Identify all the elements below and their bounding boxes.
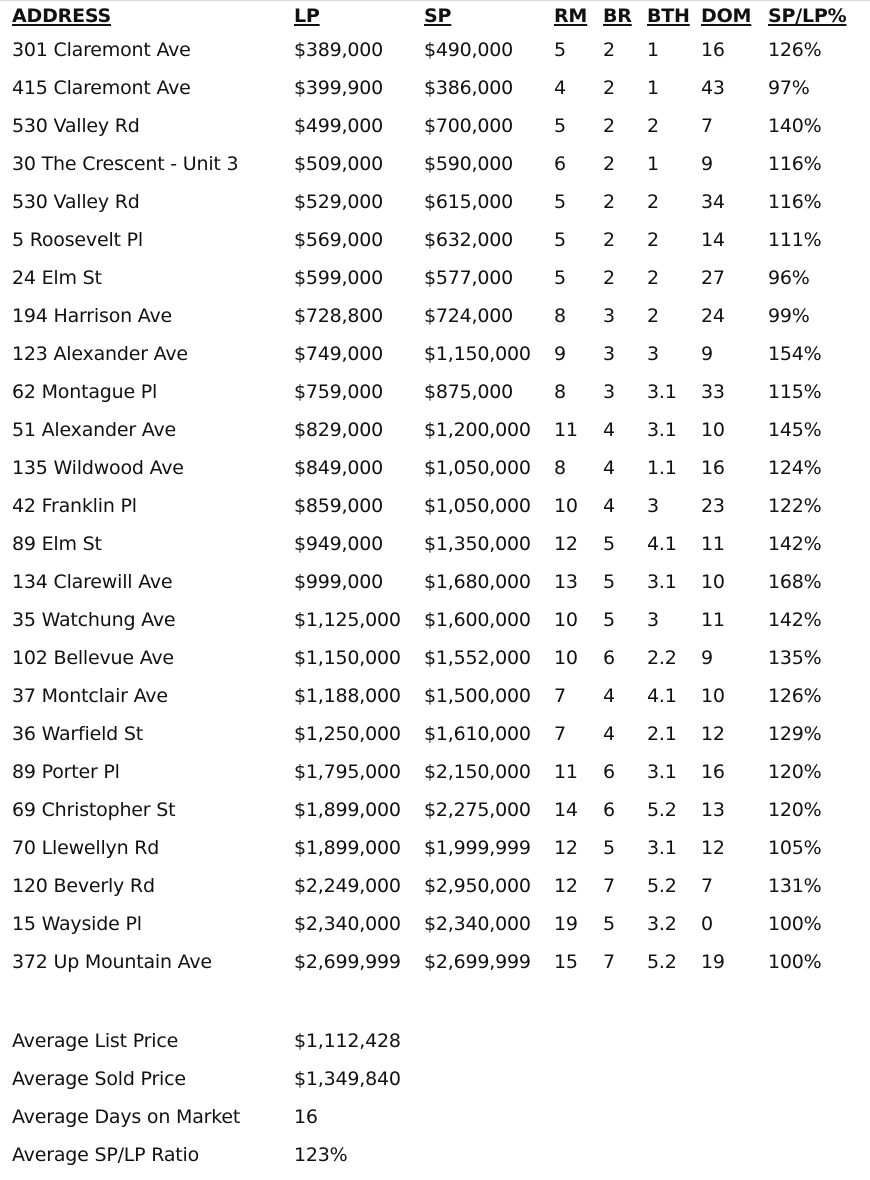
header-rooms: RM: [554, 5, 588, 27]
cell-list-price: $389,000: [294, 39, 384, 61]
cell-days-on-market: 24: [701, 305, 725, 327]
cell-sold-price: $1,680,000: [424, 571, 531, 593]
summary-label: Average List Price: [12, 1030, 179, 1052]
cell-days-on-market: 0: [701, 913, 713, 935]
cell-bathrooms: 5.2: [647, 875, 677, 897]
table-row: [12, 487, 858, 525]
cell-address: 89 Porter Pl: [12, 761, 120, 783]
cell-list-price: $2,340,000: [294, 913, 401, 935]
cell-rooms: 5: [554, 191, 566, 213]
cell-list-price: $728,800: [294, 305, 384, 327]
cell-days-on-market: 34: [701, 191, 725, 213]
cell-list-price: $1,125,000: [294, 609, 401, 631]
cell-sp-lp-ratio: 168%: [768, 571, 822, 593]
cell-sp-lp-ratio: 142%: [768, 533, 822, 555]
table-row: [12, 791, 858, 829]
cell-bathrooms: 3.1: [647, 381, 677, 403]
summary-value: 123%: [294, 1144, 348, 1166]
cell-days-on-market: 19: [701, 951, 725, 973]
cell-days-on-market: 7: [701, 875, 713, 897]
cell-bathrooms: 3: [647, 609, 659, 631]
cell-bathrooms: 3.1: [647, 761, 677, 783]
cell-bathrooms: 3.1: [647, 571, 677, 593]
cell-address: 372 Up Mountain Ave: [12, 951, 212, 973]
cell-list-price: $1,899,000: [294, 837, 401, 859]
cell-days-on-market: 14: [701, 229, 725, 251]
cell-list-price: $599,000: [294, 267, 384, 289]
summary-label: Average Days on Market: [12, 1106, 241, 1128]
cell-sold-price: $1,600,000: [424, 609, 531, 631]
cell-days-on-market: 9: [701, 153, 713, 175]
cell-sold-price: $1,150,000: [424, 343, 531, 365]
cell-bathrooms: 1: [647, 153, 659, 175]
cell-address: 70 Llewellyn Rd: [12, 837, 160, 859]
cell-address: 530 Valley Rd: [12, 191, 140, 213]
cell-sold-price: $1,350,000: [424, 533, 531, 555]
cell-list-price: $859,000: [294, 495, 384, 517]
cell-list-price: $829,000: [294, 419, 384, 441]
cell-sp-lp-ratio: 120%: [768, 761, 822, 783]
table-row: [12, 145, 858, 183]
cell-rooms: 12: [554, 533, 578, 555]
summary-table-body: [12, 1022, 494, 1174]
cell-address: 123 Alexander Ave: [12, 343, 188, 365]
cell-sp-lp-ratio: 115%: [768, 381, 822, 403]
cell-bathrooms: 2: [647, 267, 659, 289]
summary-value: $1,112,428: [294, 1030, 401, 1052]
cell-sold-price: $1,552,000: [424, 647, 531, 669]
cell-list-price: $749,000: [294, 343, 384, 365]
cell-days-on-market: 23: [701, 495, 725, 517]
cell-sp-lp-ratio: 100%: [768, 951, 822, 973]
cell-rooms: 6: [554, 153, 566, 175]
header-bedrooms: BR: [603, 5, 632, 27]
cell-list-price: $1,795,000: [294, 761, 401, 783]
cell-rooms: 19: [554, 913, 578, 935]
cell-bedrooms: 7: [603, 951, 615, 973]
table-row: [12, 335, 858, 373]
cell-address: 120 Beverly Rd: [12, 875, 155, 897]
cell-bedrooms: 2: [603, 229, 615, 251]
cell-list-price: $529,000: [294, 191, 384, 213]
cell-bathrooms: 3: [647, 495, 659, 517]
cell-bathrooms: 3.1: [647, 419, 677, 441]
summary-value: 16: [294, 1106, 318, 1128]
cell-rooms: 5: [554, 229, 566, 251]
summary-row: [12, 1136, 494, 1174]
cell-rooms: 14: [554, 799, 578, 821]
cell-days-on-market: 16: [701, 39, 725, 61]
cell-days-on-market: 10: [701, 419, 725, 441]
summary-row: [12, 1022, 494, 1060]
cell-sold-price: $1,999,999: [424, 837, 531, 859]
cell-bathrooms: 5.2: [647, 799, 677, 821]
cell-sp-lp-ratio: 116%: [768, 191, 822, 213]
cell-rooms: 11: [554, 419, 578, 441]
cell-sp-lp-ratio: 140%: [768, 115, 822, 137]
cell-days-on-market: 11: [701, 533, 725, 555]
cell-address: 51 Alexander Ave: [12, 419, 176, 441]
cell-bedrooms: 3: [603, 343, 615, 365]
cell-bathrooms: 5.2: [647, 951, 677, 973]
cell-rooms: 11: [554, 761, 578, 783]
cell-list-price: $849,000: [294, 457, 384, 479]
cell-rooms: 8: [554, 305, 566, 327]
cell-bedrooms: 5: [603, 571, 615, 593]
cell-sold-price: $1,610,000: [424, 723, 531, 745]
table-row: [12, 943, 858, 981]
cell-list-price: $949,000: [294, 533, 384, 555]
cell-sold-price: $615,000: [424, 191, 514, 213]
cell-bedrooms: 2: [603, 153, 615, 175]
cell-bathrooms: 2: [647, 229, 659, 251]
cell-rooms: 15: [554, 951, 578, 973]
cell-list-price: $759,000: [294, 381, 384, 403]
cell-days-on-market: 12: [701, 837, 725, 859]
table-row: [12, 677, 858, 715]
cell-rooms: 13: [554, 571, 578, 593]
cell-bedrooms: 2: [603, 267, 615, 289]
cell-list-price: $1,899,000: [294, 799, 401, 821]
cell-bedrooms: 4: [603, 685, 615, 707]
cell-sp-lp-ratio: 145%: [768, 419, 822, 441]
summary-value: $1,349,840: [294, 1068, 401, 1090]
cell-sold-price: $1,050,000: [424, 457, 531, 479]
cell-list-price: $999,000: [294, 571, 384, 593]
table-row: [12, 221, 858, 259]
cell-rooms: 4: [554, 77, 566, 99]
cell-address: 30 The Crescent - Unit 3: [12, 153, 239, 175]
cell-sold-price: $577,000: [424, 267, 514, 289]
cell-days-on-market: 33: [701, 381, 725, 403]
cell-rooms: 5: [554, 115, 566, 137]
cell-sold-price: $2,699,999: [424, 951, 531, 973]
table-row: [12, 259, 858, 297]
cell-bedrooms: 4: [603, 495, 615, 517]
table-row: [12, 373, 858, 411]
table-row: [12, 411, 858, 449]
cell-days-on-market: 12: [701, 723, 725, 745]
cell-days-on-market: 16: [701, 761, 725, 783]
cell-list-price: $569,000: [294, 229, 384, 251]
sales-table-body: [12, 31, 858, 981]
cell-address: 36 Warfield St: [12, 723, 143, 745]
cell-bedrooms: 3: [603, 381, 615, 403]
header-sp-lp-ratio: SP/LP%: [768, 5, 847, 27]
cell-rooms: 8: [554, 381, 566, 403]
cell-days-on-market: 43: [701, 77, 725, 99]
cell-sold-price: $590,000: [424, 153, 514, 175]
cell-sp-lp-ratio: 116%: [768, 153, 822, 175]
cell-list-price: $399,900: [294, 77, 384, 99]
cell-sp-lp-ratio: 105%: [768, 837, 822, 859]
cell-sold-price: $724,000: [424, 305, 514, 327]
cell-bedrooms: 5: [603, 837, 615, 859]
header-address: ADDRESS: [12, 5, 111, 27]
cell-address: 24 Elm St: [12, 267, 102, 289]
table-row: [12, 107, 858, 145]
summary-label: Average SP/LP Ratio: [12, 1144, 200, 1166]
cell-sp-lp-ratio: 154%: [768, 343, 822, 365]
cell-bathrooms: 1: [647, 77, 659, 99]
cell-rooms: 7: [554, 723, 566, 745]
cell-address: 42 Franklin Pl: [12, 495, 137, 517]
cell-sp-lp-ratio: 142%: [768, 609, 822, 631]
cell-rooms: 10: [554, 609, 578, 631]
cell-rooms: 10: [554, 647, 578, 669]
cell-bathrooms: 2.2: [647, 647, 677, 669]
cell-address: 134 Clarewill Ave: [12, 571, 173, 593]
cell-bedrooms: 2: [603, 191, 615, 213]
cell-sp-lp-ratio: 99%: [768, 305, 810, 327]
table-row: [12, 31, 858, 69]
cell-address: 415 Claremont Ave: [12, 77, 191, 99]
cell-address: 135 Wildwood Ave: [12, 457, 184, 479]
cell-bedrooms: 2: [603, 77, 615, 99]
cell-sold-price: $700,000: [424, 115, 514, 137]
header-sold-price: SP: [424, 5, 452, 27]
summary-label: Average Sold Price: [12, 1068, 186, 1090]
cell-address: 15 Wayside Pl: [12, 913, 142, 935]
cell-list-price: $1,150,000: [294, 647, 401, 669]
cell-address: 69 Christopher St: [12, 799, 176, 821]
cell-bedrooms: 3: [603, 305, 615, 327]
table-row: [12, 829, 858, 867]
cell-rooms: 9: [554, 343, 566, 365]
cell-sold-price: $490,000: [424, 39, 514, 61]
cell-list-price: $499,000: [294, 115, 384, 137]
cell-bathrooms: 3.1: [647, 837, 677, 859]
cell-sp-lp-ratio: 124%: [768, 457, 822, 479]
summary-row: [12, 1098, 494, 1136]
cell-bathrooms: 4.1: [647, 533, 677, 555]
cell-bedrooms: 4: [603, 723, 615, 745]
cell-address: 62 Montague Pl: [12, 381, 158, 403]
cell-sold-price: $1,500,000: [424, 685, 531, 707]
cell-address: 5 Roosevelt Pl: [12, 229, 143, 251]
cell-sold-price: $2,950,000: [424, 875, 531, 897]
table-header-row: [12, 1, 858, 31]
cell-sold-price: $1,050,000: [424, 495, 531, 517]
table-row: [12, 563, 858, 601]
cell-address: 102 Bellevue Ave: [12, 647, 174, 669]
cell-sold-price: $386,000: [424, 77, 514, 99]
cell-sp-lp-ratio: 111%: [768, 229, 822, 251]
cell-rooms: 10: [554, 495, 578, 517]
header-list-price: LP: [294, 5, 320, 27]
table-row: [12, 183, 858, 221]
cell-bathrooms: 2: [647, 115, 659, 137]
cell-rooms: 12: [554, 875, 578, 897]
cell-days-on-market: 9: [701, 647, 713, 669]
cell-sp-lp-ratio: 126%: [768, 39, 822, 61]
summary-row: [12, 1060, 494, 1098]
cell-sp-lp-ratio: 120%: [768, 799, 822, 821]
table-row: [12, 449, 858, 487]
cell-rooms: 8: [554, 457, 566, 479]
cell-days-on-market: 10: [701, 571, 725, 593]
cell-bedrooms: 2: [603, 115, 615, 137]
cell-days-on-market: 11: [701, 609, 725, 631]
cell-list-price: $2,249,000: [294, 875, 401, 897]
header-days-on-market: DOM: [701, 5, 752, 27]
table-row: [12, 905, 858, 943]
cell-sp-lp-ratio: 100%: [768, 913, 822, 935]
cell-list-price: $1,188,000: [294, 685, 401, 707]
cell-list-price: $2,699,999: [294, 951, 401, 973]
cell-sold-price: $632,000: [424, 229, 514, 251]
cell-address: 530 Valley Rd: [12, 115, 140, 137]
cell-sold-price: $875,000: [424, 381, 514, 403]
cell-sold-price: $1,200,000: [424, 419, 531, 441]
cell-sp-lp-ratio: 135%: [768, 647, 822, 669]
cell-address: 194 Harrison Ave: [12, 305, 173, 327]
cell-sp-lp-ratio: 97%: [768, 77, 810, 99]
table-row: [12, 69, 858, 107]
cell-list-price: $509,000: [294, 153, 384, 175]
cell-bathrooms: 4.1: [647, 685, 677, 707]
cell-address: 89 Elm St: [12, 533, 102, 555]
cell-bedrooms: 5: [603, 609, 615, 631]
cell-bedrooms: 4: [603, 419, 615, 441]
table-row: [12, 525, 858, 563]
cell-bedrooms: 2: [603, 39, 615, 61]
cell-rooms: 5: [554, 267, 566, 289]
cell-bathrooms: 3: [647, 343, 659, 365]
cell-rooms: 12: [554, 837, 578, 859]
cell-days-on-market: 13: [701, 799, 725, 821]
cell-bedrooms: 6: [603, 799, 615, 821]
cell-rooms: 5: [554, 39, 566, 61]
summary-table: [12, 1022, 494, 1174]
cell-sp-lp-ratio: 126%: [768, 685, 822, 707]
sales-table: [12, 1, 858, 981]
cell-sold-price: $2,340,000: [424, 913, 531, 935]
table-row: [12, 601, 858, 639]
cell-days-on-market: 7: [701, 115, 713, 137]
cell-bathrooms: 1.1: [647, 457, 677, 479]
table-row: [12, 753, 858, 791]
cell-sp-lp-ratio: 122%: [768, 495, 822, 517]
cell-address: 37 Montclair Ave: [12, 685, 168, 707]
cell-bedrooms: 4: [603, 457, 615, 479]
cell-bathrooms: 1: [647, 39, 659, 61]
cell-bedrooms: 6: [603, 761, 615, 783]
cell-bathrooms: 2: [647, 191, 659, 213]
cell-days-on-market: 9: [701, 343, 713, 365]
cell-address: 301 Claremont Ave: [12, 39, 191, 61]
table-row: [12, 639, 858, 677]
cell-bedrooms: 6: [603, 647, 615, 669]
table-row: [12, 297, 858, 335]
cell-rooms: 7: [554, 685, 566, 707]
cell-address: 35 Watchung Ave: [12, 609, 176, 631]
table-row: [12, 715, 858, 753]
table-row: [12, 867, 858, 905]
cell-sold-price: $2,150,000: [424, 761, 531, 783]
cell-days-on-market: 10: [701, 685, 725, 707]
cell-sp-lp-ratio: 129%: [768, 723, 822, 745]
header-bathrooms: BTH: [647, 5, 690, 27]
cell-sp-lp-ratio: 131%: [768, 875, 822, 897]
cell-sp-lp-ratio: 96%: [768, 267, 810, 289]
cell-days-on-market: 16: [701, 457, 725, 479]
cell-bedrooms: 7: [603, 875, 615, 897]
cell-bathrooms: 3.2: [647, 913, 677, 935]
cell-bedrooms: 5: [603, 533, 615, 555]
cell-days-on-market: 27: [701, 267, 725, 289]
cell-bathrooms: 2.1: [647, 723, 677, 745]
cell-bathrooms: 2: [647, 305, 659, 327]
cell-bedrooms: 5: [603, 913, 615, 935]
cell-list-price: $1,250,000: [294, 723, 401, 745]
cell-sold-price: $2,275,000: [424, 799, 531, 821]
